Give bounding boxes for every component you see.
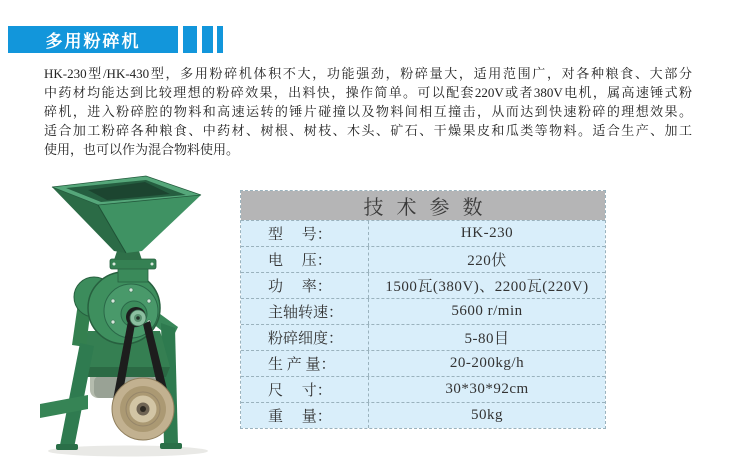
spec-value: 20-200kg/h [368, 351, 605, 376]
spec-row [241, 272, 605, 298]
spec-table-title: 技术参数 [241, 191, 605, 220]
spec-label: 尺 寸： [268, 383, 332, 399]
accent-stripe [202, 26, 213, 53]
spec-value: 220伏 [368, 247, 605, 272]
section-title-bar [8, 26, 178, 53]
spec-label: 功 率： [268, 279, 332, 295]
frame-front [40, 343, 94, 450]
accent-stripe [217, 26, 223, 53]
hopper [52, 176, 201, 253]
product-image [28, 171, 238, 459]
spec-row [241, 350, 605, 376]
pulley [112, 378, 174, 440]
spec-row [241, 402, 605, 428]
description-line: 中药材均能达到比较理想的粉碎效果，出料快，操作简单。可以配套220V或者380V电机，属高速锤式粉 [44, 85, 692, 100]
accent-stripe [183, 26, 197, 53]
spec-label: 电 压： [268, 253, 332, 269]
spec-label: 生 产 量： [268, 357, 336, 373]
spec-value: 5-80目 [368, 325, 605, 350]
product-description [44, 64, 692, 159]
spec-rows [241, 220, 605, 428]
drive-hub [130, 310, 146, 326]
description-line: 碎机，进入粉碎腔的物料和高速运转的锤片碰撞以及物料间相互撞击，从而达到快速粉碎的理想效果。 [44, 104, 692, 119]
spec-row [241, 220, 605, 246]
spec-value: 5600 r/min [368, 299, 605, 324]
spec-table [240, 190, 606, 429]
spec-value: 30*30*92cm [368, 377, 605, 402]
page-title: 多用粉碎机 [45, 32, 141, 51]
spec-label: 重 量： [268, 409, 332, 425]
spec-row [241, 246, 605, 272]
spec-label: 粉碎细度： [268, 331, 344, 347]
spec-row [241, 324, 605, 350]
spec-value: HK-230 [368, 221, 605, 246]
description-line: 使用，也可以作为混合物料使用。 [44, 142, 240, 157]
spec-value: 50kg [368, 403, 605, 428]
spec-row [241, 298, 605, 324]
description-line: 适合加工粉碎各种粮食、中药材、树根、树枝、木头、矿石、干燥果皮和瓜类等物料。适合生产、加工 [44, 123, 692, 138]
spec-label: 型 号： [268, 227, 332, 243]
spec-label: 主轴转速： [268, 305, 344, 321]
spec-row [241, 376, 605, 402]
description-line: HK-230型/HK-430型，多用粉碎机体积不大，功能强劲，粉碎量大，适用范围广，对各种粮食、大部分 [44, 66, 692, 81]
spec-value: 1500瓦(380V)、2200瓦(220V) [368, 273, 605, 298]
